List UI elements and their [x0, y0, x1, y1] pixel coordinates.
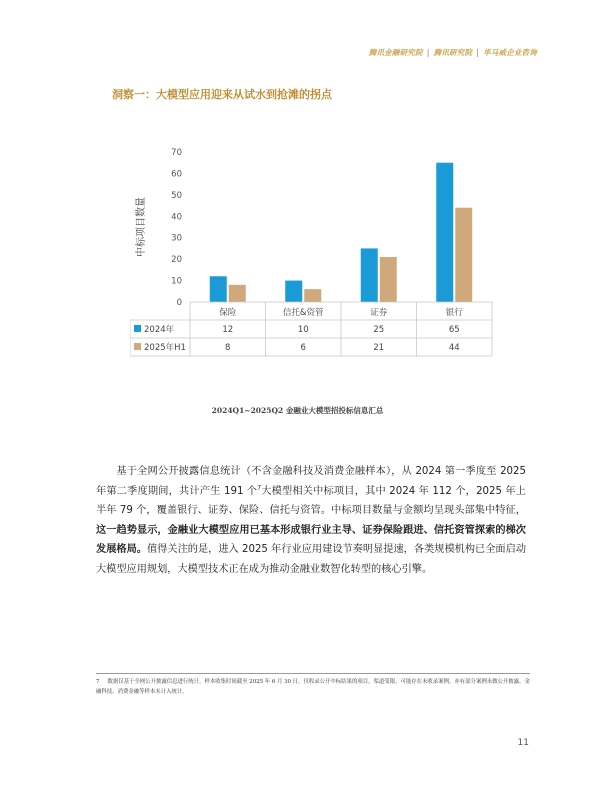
- bar-series1: [285, 281, 302, 302]
- footnote-number: 7: [96, 679, 100, 685]
- x-category-label: 保险: [219, 308, 237, 318]
- legend-swatch: [134, 325, 141, 332]
- y-tick-label: 30: [171, 233, 182, 244]
- x-category-label: 信托&资管: [282, 308, 324, 318]
- table-value-cell: 10: [297, 325, 309, 335]
- footnote: [96, 677, 530, 697]
- paragraph-bold-text: 这一趋势显示，金融业大模型应用已基本形成银行业主导、证券保险跟进、信托资管探索的梯次发展格局。: [96, 524, 526, 555]
- section-title: 洞察一：大模型应用迎来从试水到抢滩的拐点: [112, 88, 332, 101]
- report-header: [369, 47, 537, 58]
- y-tick-label: 0: [176, 298, 182, 308]
- y-axis-label: 中标项目数量: [136, 197, 147, 257]
- legend-swatch: [134, 343, 141, 350]
- footnote-ref: 7: [257, 484, 262, 492]
- table-value-cell: 12: [222, 325, 234, 335]
- chart-caption: 2024Q1~2025Q2 金融业大模型招投标信息汇总: [211, 406, 384, 415]
- header-org-1: 腾讯金融研究院: [368, 48, 423, 57]
- bar-chart: [130, 140, 500, 360]
- legend-series-name: 2024年: [144, 325, 175, 335]
- y-tick-label: 20: [171, 255, 182, 266]
- header-separator: |: [476, 48, 480, 57]
- chart-svg: [130, 140, 500, 360]
- y-tick-label: 60: [171, 169, 182, 180]
- table-value-cell: 21: [373, 343, 385, 353]
- y-tick-label: 50: [171, 190, 182, 201]
- page-number: 11: [517, 738, 529, 748]
- paragraph-text-2: 大模型相关中标项目，其中 2024 年 112 个，2025 年上半年 79 个，覆盖银行、证券、保险、信托与资管。中标项目数量与金额均呈现头部集中特征，: [96, 485, 526, 516]
- header-org-3: 毕马威企业咨询: [483, 48, 537, 57]
- header-separator: |: [426, 48, 430, 57]
- table-value-cell: 25: [373, 325, 385, 335]
- x-category-label: 银行: [445, 308, 463, 318]
- y-tick-label: 70: [171, 148, 182, 158]
- table-value-cell: 8: [225, 343, 231, 353]
- bar-series1: [210, 276, 227, 302]
- x-category-label: 证券: [370, 308, 388, 318]
- footnote-text: 数据仅基于全网公开披露信息进行统计，样本收集时间截至 2025 年 6 月 30 日，仅收录公开中标结果的项目，渠道受限，可能存在未收录案例。亦有部分案例未做公开披露，金融科技、消费金融等样本未计入统计。: [96, 679, 530, 695]
- header-org-2: 腾讯研究院: [433, 48, 473, 57]
- y-tick-label: 40: [171, 212, 182, 223]
- table-value-cell: 65: [448, 325, 460, 335]
- body-paragraph: [96, 462, 526, 579]
- bar-series1: [361, 248, 378, 302]
- legend-series-name: 2025年H1: [144, 343, 186, 353]
- bar-series2: [229, 285, 246, 302]
- bar-series2: [455, 208, 472, 302]
- table-value-cell: 6: [300, 343, 306, 353]
- paragraph-text-1: 基于全网公开披露信息统计（不含金融科技及消费金融样本），从 2024 第一季度至 2025 年第二季度期间，共计产生 191 个: [96, 466, 526, 497]
- footnote-divider: [96, 673, 530, 674]
- paragraph-text-3: 值得关注的是，进入 2025 年行业应用建设节奏明显提速，各类规模机构已全面启动大模型应用规划，大模型技术正在成为推动金融业数智化转型的核心引擎。: [96, 544, 527, 575]
- bar-series1: [436, 163, 453, 302]
- bar-series2: [380, 257, 397, 302]
- table-value-cell: 44: [448, 343, 460, 353]
- y-tick-label: 10: [171, 276, 182, 287]
- bar-series2: [304, 289, 321, 302]
